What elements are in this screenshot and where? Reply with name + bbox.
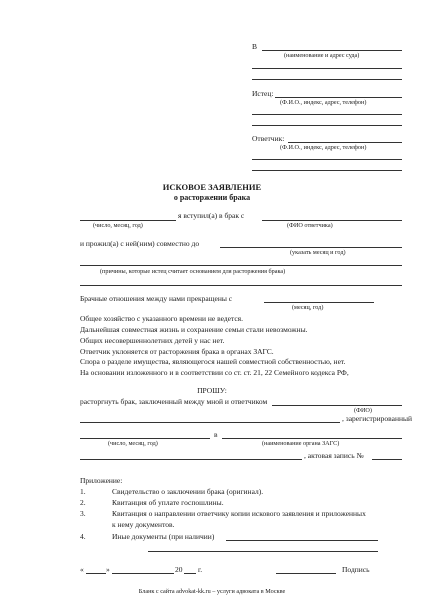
defendant-caption: (Ф.И.О., индекс, адрес, телефон) (280, 144, 367, 151)
fio-caption: (ФИО) (354, 407, 372, 414)
zags-caption: (наименование органа ЗАГС) (262, 440, 340, 447)
plaintiff-line (275, 97, 402, 98)
registration-date-caption: (число, месяц, год) (108, 440, 158, 447)
defendant-name-caption: (ФИО ответчика) (287, 222, 333, 229)
document-subtitle: о расторжении брака (173, 193, 251, 202)
cohabit-date-line (220, 247, 402, 248)
plaintiff-caption: (Ф.И.О., индекс, адрес, телефон) (280, 99, 367, 106)
appendix-item-3: Квитанция о направлении ответчику копии искового заявления и приложенных (112, 509, 366, 518)
appendix-heading: Приложение: (80, 476, 123, 485)
year-prefix: 20 (175, 565, 183, 574)
dissolve-line (272, 405, 402, 406)
appendix-num-1: 1. (80, 487, 86, 496)
cohabited-text: и прожил(а) с ней(ним) совместно до (80, 239, 200, 248)
document-title: ИСКОВОЕ ЗАЯВЛЕНИЕ (162, 182, 262, 192)
registered-text: , зарегистрированный (342, 414, 413, 423)
year-line (184, 573, 196, 574)
reasons-line-2 (80, 285, 402, 286)
marriage-date-caption: (число, месяц, год) (93, 222, 143, 229)
fio-line (80, 422, 340, 423)
appendix-num-4: 4. (80, 532, 86, 541)
defendant-line-2 (252, 159, 402, 160)
married-text: я вступил(а) в брак с (178, 211, 245, 220)
cohabit-date-caption: (указать месяц и год) (290, 249, 346, 256)
court-line (262, 50, 402, 51)
terminated-date-caption: (месяц, год) (292, 304, 324, 311)
record-text: , актовая запись № (304, 451, 364, 460)
marriage-date-line (80, 220, 176, 221)
paragraph-6: На основании изложенного и в соответствии со ст. ст. 21, 22 Семейного кодекса РФ, (80, 368, 349, 377)
appendix-other-line (226, 540, 378, 541)
appendix-num-2: 2. (80, 498, 86, 507)
paragraph-4: Ответчик уклоняется от расторжения брака в органах ЗАГС. (80, 347, 274, 356)
terminated-text: Брачные отношения между нами прекращены с (80, 294, 233, 303)
plaintiff-label: Истец: (252, 89, 274, 98)
reasons-line-1 (80, 265, 402, 266)
defendant-line (288, 142, 402, 143)
paragraph-5: Спора о разделе имущества, являющегося нашей совместной собственностью, нет. (80, 357, 346, 366)
date-open-quote: « (80, 565, 84, 574)
date-close-quote: » (106, 565, 110, 574)
day-line (86, 573, 106, 574)
reasons-caption: (причины, которые истец считает основанием для расторжения брака) (100, 268, 286, 275)
appendix-item-2: Квитанция об уплате госпошлины. (112, 498, 224, 507)
signature-line (276, 573, 336, 574)
paragraph-3: Общих несовершеннолетних детей у нас нет. (80, 336, 225, 345)
in-text: в (214, 430, 218, 439)
defendant-name-line (262, 220, 402, 221)
appendix-other-line-2 (148, 551, 378, 552)
zags-line-2 (80, 459, 302, 460)
request-heading: ПРОШУ: (197, 386, 227, 395)
appendix-item-4: Иные документы (при наличии) (112, 532, 215, 541)
terminated-date-line (264, 302, 374, 303)
source-footer: Бланк с сайта advokat-kk.ru – услуги адвоката в Москве (138, 588, 286, 595)
dissolve-text: расторгнуть брак, заключенный между мной и ответчиком (80, 397, 268, 406)
court-line-2 (252, 68, 402, 69)
plaintiff-line-3 (252, 125, 402, 126)
paragraph-1: Общее хозяйство с указанного времени не ведется. (80, 314, 244, 323)
court-caption: (наименование и адрес суда) (284, 52, 360, 59)
signature-label: Подпись (342, 565, 370, 574)
month-line (112, 573, 174, 574)
defendant-line-3 (252, 170, 402, 171)
court-line-3 (252, 79, 402, 80)
record-number-line (372, 459, 402, 460)
appendix-item-1: Свидетельство о заключении брака (оригинал). (112, 487, 264, 496)
court-prefix: В (252, 42, 258, 51)
registration-date-line (80, 438, 210, 439)
year-suffix: г. (198, 565, 203, 574)
appendix-item-3-cont: к нему документов. (112, 520, 175, 529)
plaintiff-line-2 (252, 114, 402, 115)
defendant-label: Ответчик: (252, 134, 285, 143)
appendix-num-3: 3. (80, 509, 86, 518)
paragraph-2: Дальнейшая совместная жизнь и сохранение семьи стали невозможны. (80, 325, 308, 334)
zags-line (222, 438, 402, 439)
